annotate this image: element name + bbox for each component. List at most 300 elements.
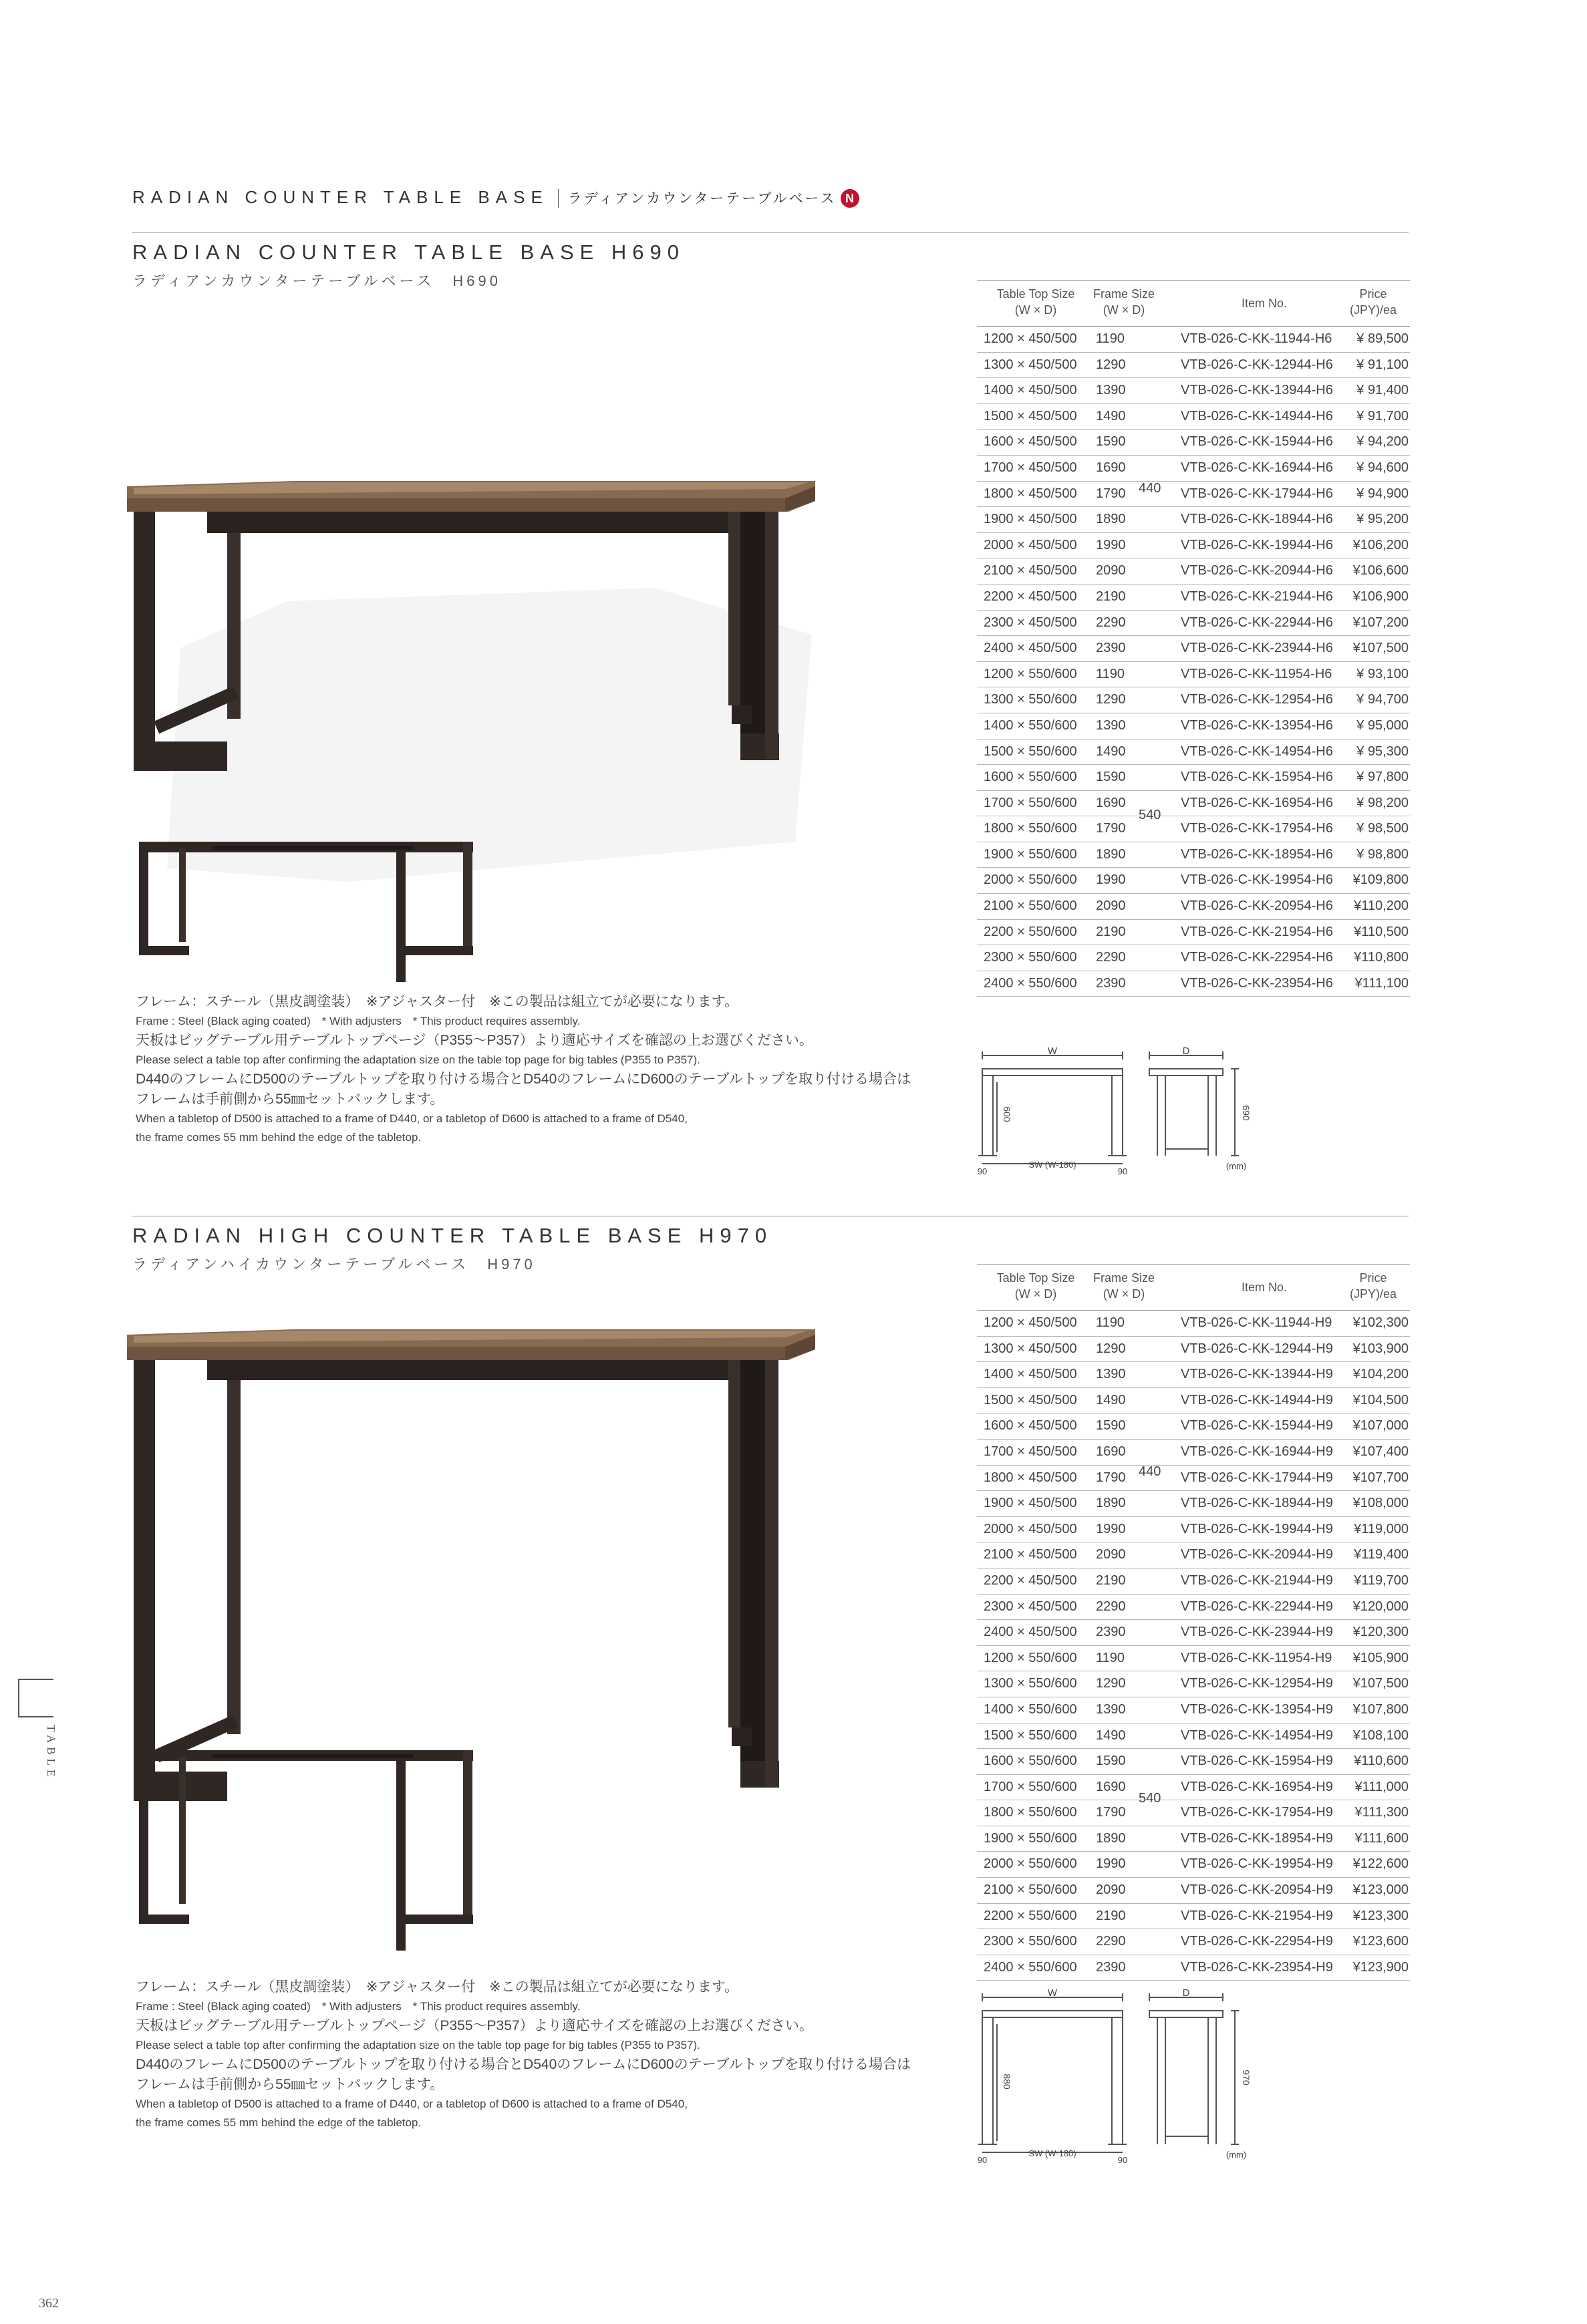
cell-frame-width: 2290 (1096, 1934, 1126, 1949)
cell-top-size: 1300 × 550/600 (984, 692, 1077, 707)
cell-item-no: VTB-026-C-KK-22944-H9 (1181, 1599, 1333, 1614)
cell-frame-width: 1790 (1096, 821, 1126, 836)
table-row (977, 558, 1410, 585)
note-select-jp: 天板はビッグテーブル用テーブルトップページ（P355～P357）より適応サイズを確認の上お選びください。 (136, 2018, 813, 2033)
cell-top-size: 1200 × 450/500 (984, 331, 1077, 346)
cell-top-size: 2000 × 450/500 (984, 537, 1077, 552)
cell-price: ¥ 98,500 (1356, 821, 1409, 836)
cell-top-size: 1900 × 450/500 (984, 512, 1077, 527)
cell-price: ¥105,900 (1352, 1650, 1409, 1665)
note-frame-en: Frame : Steel (Black aging coated) * With adjusters * This product requires assembly. (136, 1015, 581, 1027)
cell-item-no: VTB-026-C-KK-12954-H9 (1181, 1676, 1333, 1691)
cell-frame-width: 1490 (1096, 1392, 1126, 1407)
cell-price: ¥ 95,300 (1356, 743, 1409, 759)
cell-frame-width: 1690 (1096, 460, 1126, 475)
cell-price: ¥111,000 (1354, 1779, 1409, 1794)
table-row (977, 894, 1410, 920)
leg-width-label: 90 (1117, 2155, 1128, 2164)
notes (136, 1977, 911, 2132)
cell-item-no: VTB-026-C-KK-15944-H9 (1181, 1418, 1333, 1434)
depth-dim-label: D (1182, 1987, 1190, 1999)
cell-frame-width: 2190 (1096, 1908, 1126, 1923)
cell-item-no: VTB-026-C-KK-17954-H9 (1181, 1805, 1333, 1820)
cell-item-no: VTB-026-C-KK-11944-H6 (1181, 331, 1332, 346)
cell-item-no: VTB-026-C-KK-21944-H9 (1181, 1572, 1333, 1588)
cell-item-no: VTB-026-C-KK-22954-H9 (1181, 1934, 1333, 1949)
cell-item-no: VTB-026-C-KK-23944-H9 (1181, 1625, 1333, 1640)
cell-top-size: 2400 × 550/600 (984, 975, 1077, 991)
cell-price: ¥123,900 (1352, 1959, 1409, 1975)
cell-item-no: VTB-026-C-KK-13954-H9 (1181, 1701, 1333, 1717)
cell-top-size: 1200 × 550/600 (984, 1650, 1077, 1665)
cell-item-no: VTB-026-C-KK-12954-H6 (1181, 692, 1333, 707)
cell-item-no: VTB-026-C-KK-23954-H9 (1181, 1959, 1333, 1975)
table-row (977, 1955, 1410, 1981)
cell-item-no: VTB-026-C-KK-16944-H9 (1181, 1444, 1333, 1459)
cell-item-no: VTB-026-C-KK-16944-H6 (1181, 460, 1333, 475)
cell-frame-width: 1690 (1096, 795, 1126, 810)
cell-frame-width: 1990 (1096, 872, 1126, 888)
table-row (977, 482, 1410, 508)
cell-top-size: 2200 × 450/500 (984, 589, 1077, 604)
cell-price: ¥123,600 (1352, 1934, 1409, 1949)
cell-top-size: 1500 × 450/500 (984, 1392, 1077, 1407)
table-row (977, 765, 1410, 791)
cell-frame-width: 1590 (1096, 770, 1126, 785)
note-setback-jp: D440のフレームにD500のテーブルトップを取り付ける場合とD540のフレームにD600のテーブルトップを取り付ける場合は (136, 2057, 911, 2072)
cell-price: ¥ 94,700 (1356, 692, 1409, 707)
cell-top-size: 2200 × 550/600 (984, 1908, 1077, 1923)
cell-item-no: VTB-026-C-KK-20954-H9 (1181, 1882, 1333, 1898)
cell-item-no: VTB-026-C-KK-18944-H6 (1181, 512, 1333, 527)
cell-price: ¥107,000 (1352, 1418, 1409, 1434)
cell-top-size: 2000 × 550/600 (984, 1856, 1077, 1872)
cell-price: ¥104,500 (1352, 1392, 1409, 1407)
cell-top-size: 1800 × 450/500 (984, 486, 1077, 501)
cell-item-no: VTB-026-C-KK-11954-H6 (1181, 666, 1332, 681)
cell-item-no: VTB-026-C-KK-14944-H6 (1181, 408, 1333, 424)
cell-top-size: 2100 × 450/500 (984, 1547, 1077, 1562)
cell-frame-width: 1190 (1096, 331, 1125, 346)
cell-price: ¥106,600 (1352, 563, 1409, 578)
cell-price: ¥ 97,800 (1356, 770, 1409, 785)
cell-top-size: 2100 × 450/500 (984, 563, 1077, 578)
table-row (977, 842, 1410, 868)
cell-frame-width: 1990 (1096, 537, 1126, 552)
cell-price: ¥119,700 (1354, 1572, 1409, 1588)
cell-frame-width: 1890 (1096, 1496, 1126, 1511)
col-price-header: Price (JPY)/ea (1349, 287, 1397, 317)
cell-item-no: VTB-026-C-KK-13944-H9 (1181, 1367, 1333, 1382)
cell-item-no: VTB-026-C-KK-14944-H9 (1181, 1392, 1333, 1407)
cell-price: ¥110,500 (1354, 924, 1409, 939)
cell-price: ¥107,400 (1352, 1444, 1409, 1459)
cell-top-size: 1800 × 550/600 (984, 821, 1077, 836)
sw-label: SW (W-180) (1028, 2148, 1076, 2158)
col-item-header: Item No. (1241, 1281, 1288, 1294)
table-row (977, 585, 1410, 611)
cell-item-no: VTB-026-C-KK-22944-H6 (1181, 615, 1333, 630)
cell-item-no: VTB-026-C-KK-15954-H6 (1181, 770, 1333, 785)
table-row (977, 533, 1410, 559)
category-title-jp: ラディアンカウンターテーブルベース (567, 191, 837, 206)
cell-item-no: VTB-026-C-KK-16954-H6 (1181, 795, 1333, 810)
cell-item-no: VTB-026-C-KK-13954-H6 (1181, 717, 1333, 733)
note-setback-jp: フレームは手前側から55㎜セットバックします。 (136, 1092, 444, 1107)
cell-frame-width: 2090 (1096, 563, 1126, 578)
cell-top-size: 1700 × 550/600 (984, 795, 1077, 810)
cell-top-size: 2100 × 550/600 (984, 1882, 1077, 1898)
cell-item-no: VTB-026-C-KK-19944-H6 (1181, 537, 1333, 552)
cell-frame-width: 1590 (1096, 1754, 1126, 1769)
cell-frame-width: 2290 (1096, 615, 1126, 630)
cell-top-size: 2400 × 450/500 (984, 641, 1077, 656)
cell-item-no: VTB-026-C-KK-18954-H9 (1181, 1830, 1333, 1846)
section-title: RADIAN HIGH COUNTER TABLE BASE H970 (132, 1224, 773, 1247)
cell-top-size: 1400 × 450/500 (984, 383, 1077, 398)
cell-item-no: VTB-026-C-KK-20954-H6 (1181, 898, 1333, 914)
cell-item-no: VTB-026-C-KK-13944-H6 (1181, 383, 1333, 398)
cell-price: ¥ 93,100 (1356, 666, 1409, 681)
cell-price: ¥107,500 (1352, 1676, 1409, 1691)
table-row (977, 1646, 1410, 1672)
cell-top-size: 2300 × 550/600 (984, 950, 1077, 965)
cell-top-size: 1900 × 550/600 (984, 846, 1077, 862)
cell-top-size: 1600 × 450/500 (984, 434, 1077, 450)
cell-frame-width: 2090 (1096, 898, 1126, 914)
spec-table-body (977, 1311, 1410, 1981)
cell-item-no: VTB-026-C-KK-21954-H9 (1181, 1908, 1333, 1923)
cell-frame-width: 1190 (1096, 1315, 1125, 1330)
cell-item-no: VTB-026-C-KK-19954-H6 (1181, 872, 1333, 888)
unit-label: (mm) (1225, 2150, 1247, 2160)
inner-height-label: 880 (1002, 2073, 1012, 2090)
cell-top-size: 1600 × 550/600 (984, 770, 1077, 785)
table-row (977, 404, 1410, 430)
cell-frame-width: 1890 (1096, 846, 1126, 862)
table-row (977, 687, 1410, 713)
table-row (977, 816, 1410, 842)
product-photo-frame (132, 828, 493, 989)
cell-frame-width: 1390 (1096, 1367, 1126, 1382)
cell-top-size: 1200 × 450/500 (984, 1315, 1077, 1330)
cell-item-no: VTB-026-C-KK-23944-H6 (1181, 641, 1333, 656)
cell-top-size: 2300 × 450/500 (984, 1599, 1077, 1614)
col-size-header: Table Top Size (W × D) (996, 287, 1075, 317)
cell-price: ¥102,300 (1352, 1315, 1409, 1330)
cell-frame-width: 1890 (1096, 512, 1126, 527)
note-frame-jp: フレーム：スチール（黒皮調塗装） ※アジャスター付 ※この製品は組立てが必要になります。 (136, 1979, 739, 1995)
table-row (977, 1362, 1410, 1388)
section-divider (132, 232, 1409, 233)
table-row (977, 713, 1410, 739)
cell-price: ¥120,300 (1352, 1625, 1409, 1640)
cell-item-no: VTB-026-C-KK-11944-H9 (1181, 1315, 1332, 1330)
inner-height-label: 600 (1002, 1106, 1012, 1122)
product-photo-frame (132, 1737, 493, 1957)
table-row (977, 1414, 1410, 1440)
cell-frame-width: 2190 (1096, 1572, 1126, 1588)
table-row (977, 971, 1410, 997)
dimension-drawing (969, 1042, 1263, 1176)
table-row (977, 945, 1410, 971)
cell-top-size: 1600 × 450/500 (984, 1418, 1077, 1434)
cell-frame-width: 2290 (1096, 1599, 1126, 1614)
cell-top-size: 1700 × 550/600 (984, 1779, 1077, 1794)
col-item-header: Item No. (1241, 297, 1288, 310)
table-row (977, 1595, 1410, 1621)
cell-top-size: 1800 × 550/600 (984, 1805, 1077, 1820)
cell-price: ¥ 91,700 (1356, 408, 1409, 424)
cell-top-size: 1300 × 550/600 (984, 1676, 1077, 1691)
depth-label: 540 (1139, 1791, 1161, 1806)
table-row (977, 791, 1410, 817)
table-row (977, 1311, 1410, 1337)
table-row (977, 1517, 1410, 1543)
cell-top-size: 1300 × 450/500 (984, 1341, 1077, 1356)
cell-top-size: 2200 × 550/600 (984, 924, 1077, 939)
cell-price: ¥ 95,200 (1356, 512, 1409, 527)
table-row (977, 1388, 1410, 1414)
cell-frame-width: 2390 (1096, 975, 1126, 991)
table-row (977, 353, 1410, 379)
table-row (977, 920, 1410, 946)
table-row (977, 1491, 1410, 1517)
cell-frame-width: 1790 (1096, 486, 1126, 501)
note-setback-en: When a tabletop of D500 is attached to a frame of D440, or a tabletop of D600 is attached to a frame of D540, (136, 1112, 688, 1125)
cell-frame-width: 2290 (1096, 950, 1126, 965)
cell-price: ¥ 94,200 (1356, 434, 1409, 450)
table-row (977, 1440, 1410, 1466)
col-size-header: Table Top Size (W × D) (996, 1271, 1075, 1301)
cell-frame-width: 2390 (1096, 1625, 1126, 1640)
cell-frame-width: 2390 (1096, 1959, 1126, 1975)
cell-price: ¥106,900 (1352, 589, 1409, 604)
table-row (977, 1620, 1410, 1646)
spec-table-header (977, 1264, 1410, 1311)
cell-frame-width: 2190 (1096, 924, 1126, 939)
side-tab-label: TABLE (45, 1725, 57, 1781)
cell-price: ¥110,200 (1354, 898, 1409, 914)
cell-price: ¥109,800 (1352, 872, 1409, 888)
note-frame-jp: フレーム：スチール（黒皮調塗装） ※アジャスター付 ※この製品は組立てが必要になります。 (136, 994, 739, 1009)
cell-top-size: 2300 × 450/500 (984, 615, 1077, 630)
cell-price: ¥104,200 (1352, 1367, 1409, 1382)
cell-price: ¥107,200 (1352, 615, 1409, 630)
cell-frame-width: 1890 (1096, 1830, 1126, 1846)
note-setback-en: the frame comes 55 mm behind the edge of the tabletop. (136, 2116, 422, 2129)
cell-price: ¥106,200 (1352, 537, 1409, 552)
cell-item-no: VTB-026-C-KK-12944-H6 (1181, 357, 1333, 372)
cell-frame-width: 1690 (1096, 1779, 1126, 1794)
table-row (977, 1542, 1410, 1568)
cell-frame-width: 1790 (1096, 1470, 1126, 1485)
cell-price: ¥107,700 (1352, 1470, 1409, 1485)
cell-top-size: 1700 × 450/500 (984, 460, 1077, 475)
table-row (977, 456, 1410, 482)
spec-table (977, 1264, 1410, 1981)
cell-price: ¥ 89,500 (1356, 331, 1409, 346)
unit-label: (mm) (1225, 1161, 1247, 1171)
table-row (977, 430, 1410, 456)
dimension-drawing (969, 1984, 1263, 2164)
cell-item-no: VTB-026-C-KK-20944-H9 (1181, 1547, 1333, 1562)
cell-top-size: 1900 × 450/500 (984, 1496, 1077, 1511)
cell-frame-width: 1590 (1096, 1418, 1126, 1434)
width-label: W (1047, 1987, 1058, 1999)
width-label: W (1047, 1045, 1058, 1057)
cell-top-size: 1300 × 450/500 (984, 357, 1077, 372)
table-row (977, 1337, 1410, 1363)
cell-item-no: VTB-026-C-KK-18954-H6 (1181, 846, 1333, 862)
col-frame-header: Frame Size (W × D) (1093, 1271, 1155, 1301)
side-tab (13, 1678, 60, 1798)
leg-width-label: 90 (977, 1166, 988, 1176)
cell-top-size: 2200 × 450/500 (984, 1572, 1077, 1588)
cell-price: ¥ 91,400 (1356, 383, 1409, 398)
cell-price: ¥ 95,000 (1356, 717, 1409, 733)
table-row (977, 1749, 1410, 1775)
cell-price: ¥108,000 (1352, 1496, 1409, 1511)
cell-item-no: VTB-026-C-KK-15944-H6 (1181, 434, 1333, 450)
depth-label: 440 (1139, 481, 1161, 496)
cell-frame-width: 1290 (1096, 1341, 1126, 1356)
table-row (977, 1775, 1410, 1801)
cell-item-no: VTB-026-C-KK-17944-H9 (1181, 1470, 1333, 1485)
cell-top-size: 1400 × 550/600 (984, 717, 1077, 733)
cell-top-size: 2100 × 550/600 (984, 898, 1077, 914)
cell-price: ¥120,000 (1352, 1599, 1409, 1614)
table-row (977, 1568, 1410, 1595)
cell-frame-width: 1390 (1096, 717, 1126, 733)
bracket-icon (13, 1678, 60, 1718)
cell-item-no: VTB-026-C-KK-18944-H9 (1181, 1496, 1333, 1511)
leg-width-label: 90 (977, 2155, 988, 2164)
cell-frame-width: 1290 (1096, 357, 1126, 372)
cell-item-no: VTB-026-C-KK-20944-H6 (1181, 563, 1333, 578)
cell-item-no: VTB-026-C-KK-21944-H6 (1181, 589, 1333, 604)
cell-price: ¥119,000 (1354, 1521, 1409, 1536)
table-row (977, 1929, 1410, 1955)
table-row (977, 1671, 1410, 1697)
note-frame-en: Frame : Steel (Black aging coated) * With adjusters * This product requires assembly. (136, 2000, 581, 2013)
note-setback-en: the frame comes 55 mm behind the edge of the tabletop. (136, 1131, 422, 1144)
table-row (977, 1904, 1410, 1930)
cell-frame-width: 2090 (1096, 1882, 1126, 1898)
note-setback-jp: フレームは手前側から55㎜セットバックします。 (136, 2077, 444, 2092)
depth-label: 540 (1139, 808, 1161, 822)
cell-item-no: VTB-026-C-KK-14954-H9 (1181, 1727, 1333, 1743)
cell-top-size: 2400 × 450/500 (984, 1625, 1077, 1640)
cell-top-size: 1200 × 550/600 (984, 666, 1077, 681)
cell-top-size: 2300 × 550/600 (984, 1934, 1077, 1949)
cell-top-size: 1800 × 450/500 (984, 1470, 1077, 1485)
cell-price: ¥ 91,100 (1356, 357, 1409, 372)
table-row (977, 636, 1410, 662)
divider (558, 189, 559, 208)
table-row (977, 1723, 1410, 1750)
cell-item-no: VTB-026-C-KK-19944-H9 (1181, 1521, 1333, 1536)
notes (136, 992, 911, 1147)
cell-frame-width: 1990 (1096, 1856, 1126, 1872)
cell-top-size: 1700 × 450/500 (984, 1444, 1077, 1459)
height-label: 970 (1241, 2069, 1252, 2086)
table-row (977, 1697, 1410, 1723)
cell-top-size: 1500 × 450/500 (984, 408, 1077, 424)
cell-frame-width: 1590 (1096, 434, 1126, 450)
cell-price: ¥ 94,600 (1356, 460, 1409, 475)
note-select-en: Please select a table top after confirming the adaptation size on the table top page for big tables (P355 to P357). (136, 1053, 700, 1066)
cell-top-size: 1900 × 550/600 (984, 1830, 1077, 1846)
cell-frame-width: 1490 (1096, 1727, 1126, 1743)
cell-top-size: 1500 × 550/600 (984, 743, 1077, 759)
cell-price: ¥ 94,900 (1356, 486, 1409, 501)
table-row (977, 1826, 1410, 1852)
height-label: 690 (1241, 1105, 1252, 1121)
depth-dim-label: D (1182, 1045, 1190, 1057)
cell-frame-width: 2190 (1096, 589, 1126, 604)
note-select-en: Please select a table top after confirming the adaptation size on the table top page for big tables (P355 to P357). (136, 2039, 700, 2051)
cell-frame-width: 1290 (1096, 1676, 1126, 1691)
cell-frame-width: 1490 (1096, 408, 1126, 424)
cell-price: ¥110,800 (1354, 950, 1409, 965)
table-row (977, 327, 1410, 353)
cell-item-no: VTB-026-C-KK-15954-H9 (1181, 1754, 1333, 1769)
cell-price: ¥ 98,800 (1356, 846, 1409, 862)
cell-top-size: 1600 × 550/600 (984, 1754, 1077, 1769)
table-row (977, 611, 1410, 637)
cell-price: ¥123,300 (1352, 1908, 1409, 1923)
cell-item-no: VTB-026-C-KK-11954-H9 (1181, 1650, 1332, 1665)
cell-frame-width: 1190 (1096, 1650, 1125, 1665)
cell-price: ¥122,600 (1352, 1856, 1409, 1872)
cell-item-no: VTB-026-C-KK-17944-H6 (1181, 486, 1333, 501)
table-row (977, 662, 1410, 688)
cell-frame-width: 1390 (1096, 1701, 1126, 1717)
cell-top-size: 1400 × 550/600 (984, 1701, 1077, 1717)
cell-price: ¥107,500 (1352, 641, 1409, 656)
cell-price: ¥108,100 (1352, 1727, 1409, 1743)
note-setback-jp: D440のフレームにD500のテーブルトップを取り付ける場合とD540のフレームにD600のテーブルトップを取り付ける場合は (136, 1071, 911, 1087)
cell-price: ¥111,100 (1354, 975, 1409, 991)
section-subtitle: ラディアンハイカウンターテーブルベース H970 (132, 1256, 536, 1273)
table-row (977, 868, 1410, 894)
spec-table (977, 280, 1410, 997)
cell-item-no: VTB-026-C-KK-17954-H6 (1181, 821, 1333, 836)
cell-price: ¥111,300 (1354, 1805, 1409, 1820)
new-badge: N (841, 189, 859, 208)
cell-item-no: VTB-026-C-KK-22954-H6 (1181, 950, 1333, 965)
cell-item-no: VTB-026-C-KK-16954-H9 (1181, 1779, 1333, 1794)
cell-price: ¥123,000 (1352, 1882, 1409, 1898)
sw-label: SW (W-180) (1028, 1160, 1076, 1170)
cell-frame-width: 1390 (1096, 383, 1126, 398)
cell-frame-width: 1990 (1096, 1521, 1126, 1536)
leg-width-label: 90 (1117, 1166, 1128, 1176)
cell-price: ¥ 98,200 (1356, 795, 1409, 810)
cell-item-no: VTB-026-C-KK-19954-H9 (1181, 1856, 1333, 1872)
cell-frame-width: 1490 (1096, 743, 1126, 759)
table-row (977, 1800, 1410, 1826)
table-row (977, 378, 1410, 404)
table-row (977, 1878, 1410, 1904)
col-frame-header: Frame Size (W × D) (1093, 287, 1155, 317)
depth-label: 440 (1139, 1464, 1161, 1479)
cell-top-size: 1400 × 450/500 (984, 1367, 1077, 1382)
note-setback-en: When a tabletop of D500 is attached to a frame of D440, or a tabletop of D600 is attached to a frame of D540, (136, 2098, 688, 2110)
table-row (977, 739, 1410, 766)
category-header (132, 187, 859, 208)
